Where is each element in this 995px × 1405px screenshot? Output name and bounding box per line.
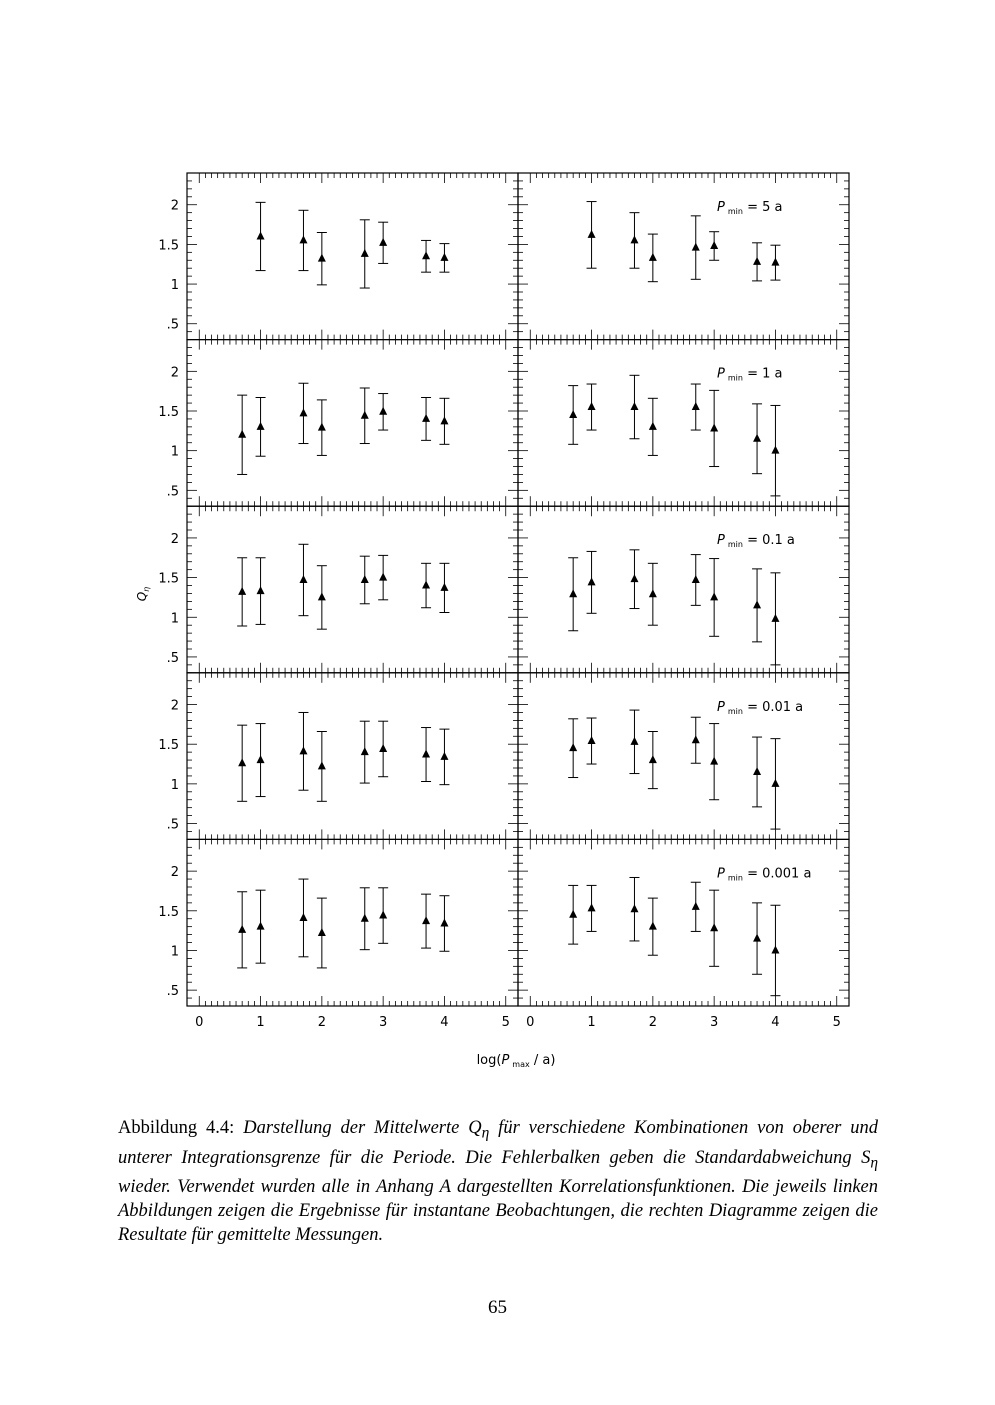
- data-point: [710, 592, 718, 600]
- y-tick-label: 1.5: [158, 405, 179, 420]
- data-point: [649, 755, 657, 763]
- data-point: [238, 430, 246, 438]
- y-tick-label: 2: [170, 531, 179, 547]
- panel-annotation: P $_{min}$ = 0.1 a: [717, 533, 795, 550]
- data-point: [238, 925, 246, 933]
- y-tick-label: 1: [170, 611, 179, 627]
- data-point: [299, 746, 307, 754]
- panel-left-1: [158, 173, 518, 340]
- data-point: [710, 757, 718, 765]
- data-point: [422, 750, 430, 758]
- data-point: [771, 779, 779, 787]
- page-number: 65: [488, 1297, 507, 1318]
- data-point: [257, 586, 265, 594]
- y-tick-label: 1.5: [158, 738, 179, 754]
- y-tick-label: 2: [170, 365, 179, 381]
- panel-frame: [518, 839, 849, 1006]
- data-point: [649, 922, 657, 930]
- x-tick-label: 3: [379, 1015, 388, 1030]
- data-point: [630, 904, 638, 912]
- x-tick-label: 2: [648, 1015, 657, 1030]
- data-point: [318, 592, 326, 600]
- data-point: [630, 737, 638, 745]
- panel-annotation: P $_{min}$ = 0.01 a: [717, 699, 804, 716]
- y-tick-label: 2: [170, 198, 179, 214]
- x-tick-label: 4: [771, 1015, 780, 1030]
- x-tick-label: 0: [526, 1015, 535, 1030]
- data-point: [238, 587, 246, 595]
- data-point: [630, 402, 638, 410]
- data-point: [440, 918, 448, 926]
- y-tick-label: .5: [166, 484, 179, 500]
- data-point: [692, 402, 700, 410]
- data-point: [299, 235, 307, 243]
- data-point: [630, 235, 638, 243]
- data-point: [771, 446, 779, 454]
- panel-frame: [187, 673, 518, 840]
- data-point: [422, 581, 430, 589]
- data-point: [569, 743, 577, 751]
- data-point: [299, 575, 307, 583]
- data-point: [569, 589, 577, 597]
- y-tick-label: .5: [166, 984, 179, 1000]
- data-point: [379, 744, 387, 752]
- panel-frame: [187, 839, 518, 1006]
- x-tick-label: 0: [195, 1015, 204, 1030]
- data-point: [422, 414, 430, 422]
- data-point: [318, 761, 326, 769]
- y-tick-label: 1: [170, 944, 179, 960]
- data-point: [361, 411, 369, 419]
- data-point: [257, 755, 265, 763]
- data-point: [588, 736, 596, 744]
- figure-caption: Abbildung 4.4: Darstellung der Mittelwerte $Q_\eta$ für verschiedene Kombinationen von oberer und unterer Integrationsgrenze für die Periode. Die Fehlerbalken geben die Standardabweichung $S_\eta$ wieder. Verwendet wurden alle in Anhang A dargestellten Korrelationsfunktionen. Die jeweils linken Abbildungen zeigen die Ergebnisse für instantane Beobachtungen, die rechten Diagramme zeigen die Resultate für gemittelte Messungen.: [118, 1118, 878, 1246]
- panel-frame: [187, 506, 518, 673]
- panel-frame: [187, 173, 518, 340]
- y-tick-label: 1.5: [158, 571, 179, 587]
- data-point: [257, 231, 265, 239]
- data-point: [440, 583, 448, 591]
- y-tick-label: 2: [170, 698, 179, 714]
- y-tick-label: 1.5: [158, 238, 179, 254]
- data-point: [569, 910, 577, 918]
- y-tick-label: 2: [170, 865, 179, 881]
- data-point: [753, 934, 761, 942]
- panel-right-5: [518, 839, 849, 1030]
- data-point: [379, 238, 387, 246]
- panel-annotation: P $_{min}$ = 5 a: [717, 200, 783, 216]
- panel-left-3: [158, 506, 518, 673]
- panel-frame: [518, 673, 849, 840]
- y-tick-label: 1.5: [158, 904, 179, 920]
- caption-label: Abbildung 4.4:: [118, 1118, 235, 1138]
- data-point: [569, 410, 577, 418]
- data-point: [440, 416, 448, 424]
- data-point: [440, 752, 448, 760]
- data-point: [361, 575, 369, 583]
- data-point: [299, 408, 307, 416]
- data-point: [299, 913, 307, 921]
- x-tick-label: 5: [501, 1015, 510, 1030]
- x-tick-label: 5: [832, 1015, 841, 1030]
- data-point: [361, 249, 369, 257]
- data-point: [630, 574, 638, 582]
- panel-frame: [518, 506, 849, 673]
- data-point: [588, 903, 596, 911]
- x-tick-label: 4: [440, 1015, 449, 1030]
- y-tick-label: .5: [166, 317, 179, 333]
- x-tick-label: 2: [317, 1015, 326, 1030]
- panel-left-2: [158, 340, 518, 507]
- data-point: [318, 928, 326, 936]
- data-point: [588, 230, 596, 238]
- data-point: [771, 945, 779, 953]
- x-axis-label: log(P $_{max}$ / a): [476, 1053, 556, 1069]
- data-point: [710, 923, 718, 931]
- x-tick-label: 3: [710, 1015, 719, 1030]
- data-point: [710, 241, 718, 249]
- data-point: [649, 422, 657, 430]
- x-tick-label: 1: [587, 1015, 596, 1030]
- data-point: [379, 573, 387, 581]
- y-tick-label: .5: [166, 817, 179, 833]
- data-point: [257, 922, 265, 930]
- data-point: [753, 767, 761, 775]
- y-tick-label: .5: [166, 650, 179, 666]
- data-point: [588, 402, 596, 410]
- data-point: [753, 434, 761, 442]
- panel-left-4: [158, 673, 518, 840]
- panel-frame: [187, 340, 518, 507]
- y-tick-label: 1: [170, 777, 179, 793]
- data-point: [649, 253, 657, 261]
- data-point: [440, 253, 448, 261]
- y-axis-label: $Q_\eta$: [135, 586, 151, 602]
- panel-right-1: [518, 173, 849, 340]
- panel-annotation: P $_{min}$ = 0.001 a: [717, 866, 812, 883]
- data-point: [361, 914, 369, 922]
- data-point: [692, 735, 700, 743]
- panel-frame: [518, 340, 849, 507]
- data-point: [692, 575, 700, 583]
- data-point: [257, 422, 265, 430]
- data-point: [649, 589, 657, 597]
- data-point: [361, 747, 369, 755]
- data-point: [692, 243, 700, 251]
- data-point: [710, 423, 718, 431]
- data-point: [753, 257, 761, 265]
- x-tick-label: 1: [256, 1015, 265, 1030]
- panel-right-2: [518, 340, 849, 507]
- data-point: [422, 916, 430, 924]
- panel-left-5: [158, 839, 518, 1030]
- data-point: [238, 758, 246, 766]
- panel-right-3: [518, 506, 849, 673]
- data-point: [771, 258, 779, 266]
- y-tick-label: 1: [170, 444, 179, 460]
- data-point: [753, 600, 761, 608]
- panel-frame: [518, 173, 849, 340]
- data-point: [379, 407, 387, 415]
- data-point: [318, 423, 326, 431]
- data-point: [422, 251, 430, 259]
- data-point: [379, 911, 387, 919]
- data-point: [692, 902, 700, 910]
- data-point: [318, 254, 326, 262]
- panel-annotation: P $_{min}$ = 1 a: [717, 366, 783, 383]
- data-point: [771, 614, 779, 622]
- y-tick-label: 1: [170, 278, 179, 294]
- data-point: [588, 577, 596, 585]
- panel-right-4: [518, 673, 849, 840]
